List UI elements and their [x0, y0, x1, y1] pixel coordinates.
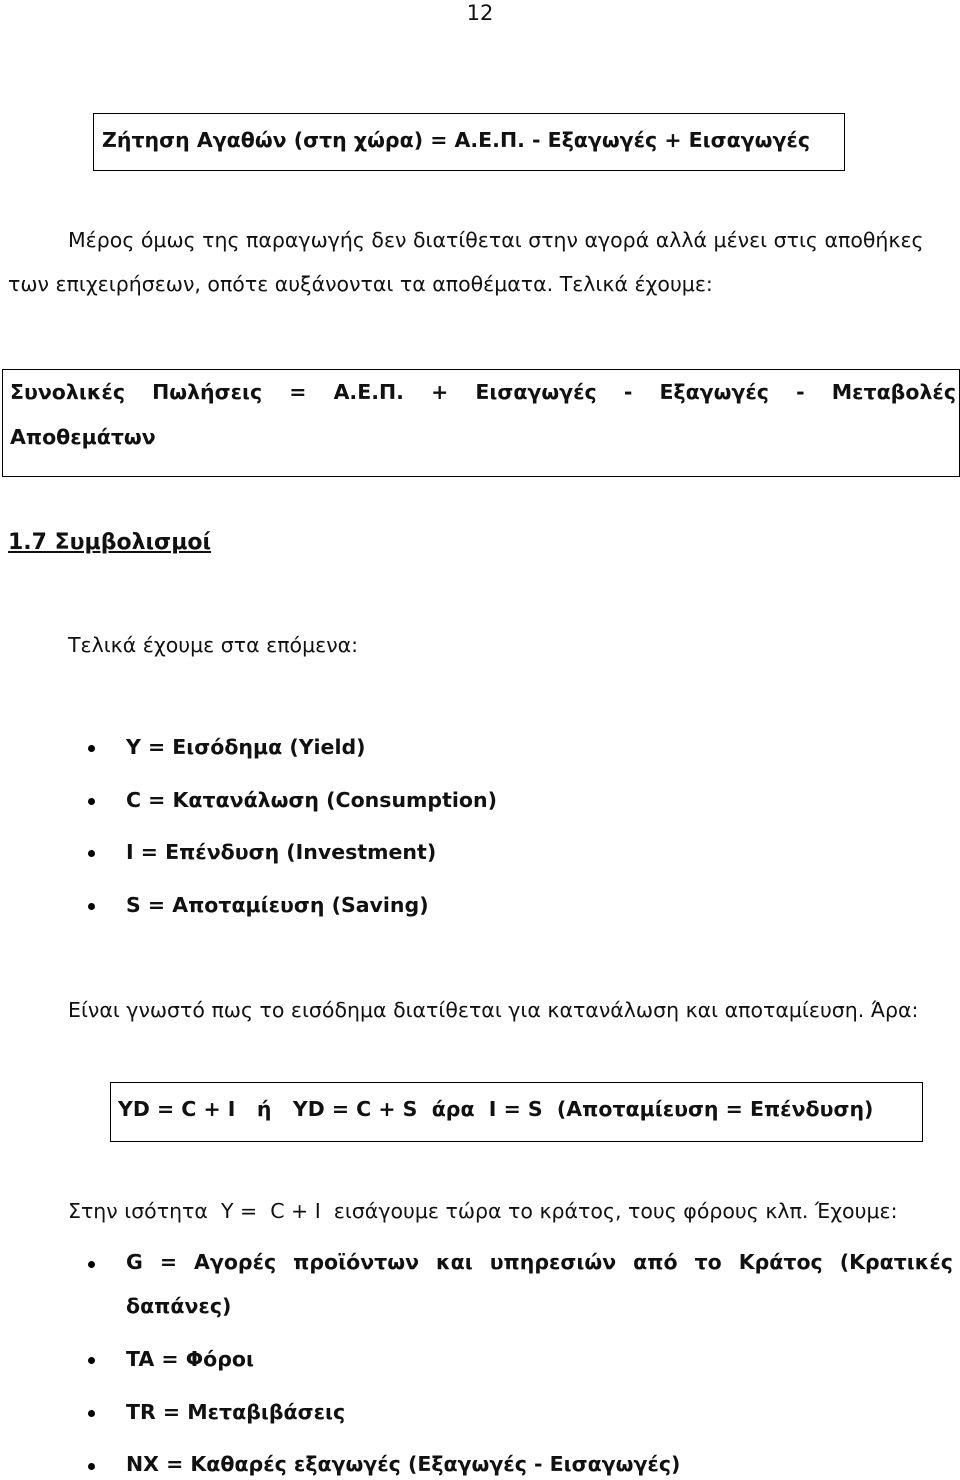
sales-word: Α.Ε.Π. [333, 380, 404, 404]
symbol-item: I = Επένδυση (Investment) [126, 840, 437, 864]
sales-word: - [623, 380, 633, 404]
section-heading: 1.7 Συμβολισμοί [8, 530, 212, 555]
sales-word: Εξαγωγές [659, 380, 769, 404]
sales-word: Συνολικές [10, 380, 125, 404]
state-item-nx: NX = Καθαρές εξαγωγές (Εξαγωγές - Εισαγωγές) [126, 1452, 681, 1476]
g-word: το [694, 1250, 722, 1274]
sales-word: Εισαγωγές [475, 380, 597, 404]
sales-word: = [289, 380, 307, 404]
sales-word: Μεταβολές [831, 380, 956, 404]
g-word: G [126, 1250, 143, 1274]
page-number: 12 [466, 1, 494, 25]
bullet-icon [88, 1357, 95, 1364]
bullet-icon [88, 850, 95, 857]
bullet-icon [88, 903, 95, 910]
demand-formula-box [93, 113, 845, 171]
inventory-paragraph-line-1: Μέρος όμως της παραγωγής δεν διατίθεται στην αγορά αλλά μένει στις αποθήκες [68, 228, 924, 252]
g-word: = [159, 1250, 178, 1274]
known-paragraph: Είναι γνωστό πως το εισόδημα διατίθεται για κατανάλωση και αποταμίευση. Άρα: [68, 998, 919, 1022]
demand-formula: Ζήτηση Αγαθών (στη χώρα) = Α.Ε.Π. - Εξαγωγές + Εισαγωγές [102, 128, 810, 152]
sales-formula-box [2, 369, 960, 477]
state-item-g-line-2: δαπάνες) [126, 1294, 232, 1318]
g-word: υπηρεσιών [489, 1250, 617, 1274]
equation-box [110, 1082, 923, 1142]
g-word: από [633, 1250, 678, 1274]
state-item-tr: TR = Μεταβιβάσεις [126, 1400, 346, 1424]
g-word: Αγορές [194, 1250, 277, 1274]
bullet-icon [88, 1463, 95, 1470]
bullet-icon [88, 1261, 95, 1268]
g-word: Κράτος [738, 1250, 823, 1274]
equation-formula: YD = C + I ή YD = C + S άρα I = S (Αποταμίευση = Επένδυση) [118, 1097, 874, 1121]
symbol-item: S = Αποταμίευση (Saving) [126, 893, 429, 917]
sales-formula-line-1 [10, 380, 956, 404]
g-word: (Κρατικές [839, 1250, 953, 1274]
g-word: προϊόντων [293, 1250, 420, 1274]
sales-word: - [796, 380, 805, 404]
state-item-ta: TA = Φόροι [126, 1347, 254, 1371]
g-word: και [436, 1250, 473, 1274]
sales-word: Πωλήσεις [152, 380, 263, 404]
inventory-paragraph-line-2: των επιχειρήσεων, οπότε αυξάνονται τα αποθέματα. Τελικά έχουμε: [8, 272, 713, 296]
sales-formula-line-2: Αποθεμάτων [10, 425, 156, 449]
symbol-item: C = Κατανάλωση (Consumption) [126, 788, 497, 812]
intro-text: Τελικά έχουμε στα επόμενα: [68, 633, 359, 657]
bullet-icon [88, 1410, 95, 1417]
bullet-icon [88, 798, 95, 805]
state-paragraph: Στην ισότητα Y = C + I εισάγουμε τώρα το κράτος, τους φόρους κλπ. Έχουμε: [68, 1199, 898, 1223]
state-item-g-line-1 [126, 1250, 953, 1274]
bullet-icon [88, 745, 95, 752]
symbol-item: Y = Εισόδημα (Yield) [126, 735, 366, 759]
sales-word: + [431, 380, 449, 404]
